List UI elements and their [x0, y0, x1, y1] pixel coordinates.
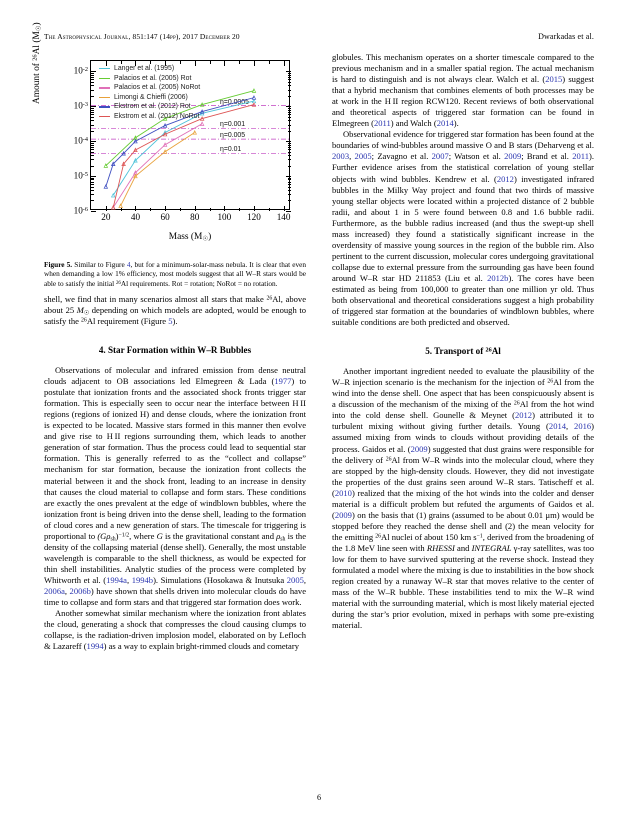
x-minor-tickmark — [180, 208, 181, 211]
y-minor-tickmark — [288, 145, 291, 146]
lp2link4[interactable]: 2005 — [286, 574, 304, 585]
right-paragraph-3: Another important ingredient needed to evaluate the plausibility of the W–R injection scenario is the mechanism for the injection of $^{26}$Al from the wind into the dense shell. One aspect that has been conspicuously absent is a discussion of the mechanism of the mixing of the $^{26}$Al from the hot wind into the cold dense shell. Gounelle & Meynet (2012) attributed it to turbulent mixing without giving further details. Young (2014, 2016) assumed mixing from winds to clouds without providing details of the process. Gaidos et al. (2009) suggested that dust grains were responsible for the delivery of $^{26}$Al from W–R winds into the molecular cloud, where they are stopped by the high-density clouds. However, they did not investigate the properties of the dust grains seen around W–R stars. Tatischeff et al. (2010) realized that the mixing of the hot winds into the colder and denser material is a difficult problem but refuted the arguments of Gaidos et al. (2009) on the basis that (1) grains (assumed to be about 0.01 μm) would be stopped before they reached the dense shell and (2) the mean velocity for the emitting $^{26}$Al nuclei of about 150 km $s^{-1}$, derived from the broadening of the 1.8 MeV line seen with RHESSI and INTEGRAL γ-ray satellites, was too low for them to have survived sputtering at the reverse shock. Instead they formulated a model where the mixing is due to instabilities in the bow shock region created by a runaway W–R star that moves relative to the center of mass of the W–R bubble. These instabilities tend to mix the W–R wind material with the surrounding material, which is most likely material ejected during the star’s prior evolution, mixed in perhaps with some pre-existing material. — [332, 366, 594, 631]
y-minor-tickmark — [91, 194, 94, 195]
figure-caption-text-1: Similar to Figure — [72, 260, 127, 269]
left-paragraph-2 — [44, 365, 306, 608]
y-minor-tickmark — [91, 178, 94, 179]
y-tick-label: $10^{-4}$ — [73, 135, 88, 146]
section-heading-5 — [332, 345, 594, 357]
rp3l6[interactable]: 2009 — [334, 509, 352, 520]
y-minor-tickmark — [288, 117, 291, 118]
lp2b: ) to postulate that ionization fronts and the associated shock fronts trigger star formation. This is especially seen to occur near the interface between H II regions (regions of ionized H) and dense clouds, where the ionization front is expected to be located. Massive stars formed in this manner then evolve and give rise to H II regions surrounding them, which leads to another generation of star formation. Thus the process could lead to sequential star formation. This is generally referred to as the “collect and collapse” mechanism for star formation, because the ionization front collects the material between it and the shock front, leading to an increase in density that causes the cloud material to collapse and form stars. These conditions are exactly the ones prevalent at the edge of windblown bubbles, where the ionization front is being driven into the dense shell, leading to the formation of cloud cores and a new generation of stars. The timescale for triggering is proportional to — [44, 376, 306, 541]
rp3j: Al nuclei of about 150 km s — [381, 531, 477, 542]
rp2d: ). The cores have been estimated as being from 100,000 to greater than one million yr old. Thus both observational and theoretical considerations suggest a high probability of triggered star formation at the boundaries of windblown bubbles, where suitable conditions are both predicted and observed. — [332, 272, 594, 328]
y-minor-tickmark — [91, 147, 94, 148]
lp2fr: ρ — [106, 530, 111, 541]
y-minor-tickmark — [91, 117, 94, 118]
right-paragraph-2: Observational evidence for triggered star formation has been found at the boundaries of wind-bubbles around massive O and B stars (Deharveng et al. 2003, 2005; Zavagno et al. 2007; Watson et al. 2009; Brand et al. 2011). Further evidence arises from the statistical correlation of young stellar objects with wind bubbles. Kendrew et al. (2012) investigated infrared bubbles in the Milky Way project and found that two thirds of massive young stellar objects were located within a projected distance of 2 bubble radii, and about 1 in 5 were found between 0.8 and 1.6 bubble radii. Furthermore, as the bubble radius increased (and thus the swept-up shell mass increased) they found a statistically significant increase in the overdensity of massive young sources in the region of the bubble rim. Also pertinent to the current discussion, molecular cores undergoing gravitational collapse due to external pressure from the surrounding gas have been found around W–R star HD 211853 (Liu et al. 2012b). The cores have been estimated as being from 100,000 to greater than one million yr old. Thus both observational and theoretical considerations suggest a high probability of triggered star formation at the boundaries of windblown bubbles, where suitable conditions are both predicted and observed. — [332, 129, 594, 328]
rp3l: and — [454, 542, 472, 553]
lp2comma3: , — [64, 585, 70, 596]
y-minor-tickmark — [288, 125, 291, 126]
y-minor-tickmark — [91, 82, 94, 83]
y-minor-tickmark — [288, 187, 291, 188]
rp3k: , derived from the broadening of the 1.8 MeV line seen with — [332, 531, 594, 553]
x-tick-label: 140 — [276, 212, 291, 222]
x-minor-tickmark — [121, 208, 122, 211]
y-minor-tickmark — [91, 120, 94, 121]
lp2link6[interactable]: 2006b — [69, 585, 91, 596]
rp2l3[interactable]: 2007 — [431, 151, 449, 162]
y-minor-tickmark — [288, 90, 291, 91]
x-tick-label: 40 — [130, 212, 141, 222]
x-tickmark — [165, 206, 166, 211]
lp2fe: −1/2 — [118, 532, 130, 539]
s5pre: 5. Transport of — [425, 346, 486, 357]
rp3s3: 26 — [385, 456, 392, 463]
legend-swatch — [99, 116, 110, 117]
y-minor-tickmark — [288, 96, 291, 97]
figure-caption-label: Figure 5. — [44, 260, 73, 269]
y-minor-tickmark — [91, 145, 94, 146]
lp2fo: ( — [97, 530, 101, 541]
threshold-label: η=0.005 — [220, 132, 246, 140]
rp2l1[interactable]: 2003 — [332, 151, 350, 162]
legend-label: Palacios et al. (2005) NoRot — [114, 84, 201, 92]
y-tickmark — [91, 211, 96, 212]
y-minor-tickmark — [288, 200, 291, 201]
y-minor-tickmark — [288, 190, 291, 191]
y-minor-tickmark — [288, 110, 291, 111]
rp3a: Another important ingredient needed to evaluate the plausibility of the W–R injection scenario is the mechanism for the injection of — [332, 366, 594, 388]
legend-item — [99, 102, 200, 112]
y-minor-tickmark — [288, 131, 291, 132]
figure-caption-text-3: Al requirements. Rot = rotation; NoRot = no rotation. — [120, 278, 278, 288]
rp1d: ). — [453, 118, 459, 129]
threshold-label: η=0.01 — [220, 146, 242, 154]
rp3f: ) suggested that dust grains were responsible for the delivery of — [332, 443, 594, 465]
y-minor-tickmark — [91, 96, 94, 97]
x-tick-label: 100 — [217, 212, 232, 222]
legend-swatch — [99, 97, 110, 98]
lp1link[interactable]: 5 — [168, 315, 173, 326]
y-tick-label: $10^{-6}$ — [73, 205, 88, 216]
lp1d: Al requirement (Figure — [86, 315, 169, 326]
lp2f: ). Simulations (Hosokawa & Inutsuka — [153, 574, 287, 585]
s5post: Al — [491, 346, 501, 357]
figure-caption-sup: 26 — [115, 280, 121, 286]
rp2l4[interactable]: 2009 — [504, 151, 522, 162]
rp1link3[interactable]: 2014 — [436, 118, 454, 129]
rp3s2: 26 — [513, 400, 520, 407]
rp3i2: INTEGRAL — [471, 542, 512, 553]
y-minor-tickmark — [91, 152, 94, 153]
rp1a: globules. This mechanism operates on a shorter timescale compared to the previous mechanism and in a smaller spatial region. The actual mechanism is hard to distinguish and is not always clear. Walch et al. ( — [332, 52, 594, 85]
rp2m2: ; Watson et al. — [448, 151, 505, 162]
lp2g2: G — [156, 530, 163, 541]
rp1link[interactable]: 2015 — [545, 74, 563, 85]
lp1i: M — [76, 304, 84, 315]
y-minor-tickmark — [288, 184, 291, 185]
x-minor-tickmark — [210, 208, 211, 211]
y-minor-tickmark — [288, 166, 291, 167]
rp2b: ). Further evidence arises from the statistical correlation of young stellar objects with wind bubbles. Kendrew et al. ( — [332, 151, 594, 184]
lp2s2: sh — [280, 536, 286, 542]
right-column — [332, 52, 594, 631]
lp3link[interactable]: 1994 — [86, 641, 104, 652]
y-minor-tickmark — [288, 85, 291, 86]
y-minor-tickmark — [91, 112, 94, 113]
x-minor-tickmark — [210, 61, 211, 64]
rp3m: γ-ray satellites, was too low for them to have survived sputtering at the reverse shock. Instead they formulated a model where the mixing is due to instabilities in the bow shock region created by a runaway W–R star that moves relative to the center of mass of the W–R bubble. These instabilities tend to mix the W–R wind material with the surrounding material, which is most likely material ejected during the star’s prior evolution, mixed in perhaps with some pre-existing material. — [332, 542, 594, 631]
running-head — [44, 32, 594, 41]
lp1sup2: 26 — [81, 317, 87, 324]
lp2e: is the density of the collapsing material (dense shell). Generally, the most unstable wavelength is comparable to the shell thickness, as would be expected for thin shell instabilities. Analytic studies of the process were completed by Whitworth et al. ( — [44, 530, 307, 585]
y-tickmark — [286, 211, 291, 212]
y-minor-tickmark — [288, 143, 291, 144]
x-tick-label: 60 — [160, 212, 170, 222]
y-minor-tickmark — [288, 112, 291, 113]
lp2c: , where — [129, 530, 157, 541]
rp3d: ) attributed it to turbulent mixing without giving further details. Young ( — [332, 410, 594, 432]
legend-label: Palacios et al. (2005) Rot — [114, 74, 192, 82]
rp3h: ) realized that the mixing of the hot winds into the colder and denser material is a difficult problem but refuted the arguments of Gaidos et al. ( — [332, 487, 594, 520]
x-tick-label: 80 — [190, 212, 200, 222]
legend-swatch — [99, 78, 110, 79]
legend-label: Limongi & Chieffi (2006) — [114, 93, 188, 101]
x-minor-tickmark — [269, 208, 270, 211]
x-tickmark — [224, 61, 225, 66]
y-minor-tickmark — [288, 82, 291, 83]
lp1sub: ☉ — [83, 310, 90, 317]
y-minor-tickmark — [91, 125, 94, 126]
rp3l3[interactable]: 2016 — [574, 421, 592, 432]
legend-swatch — [99, 106, 110, 107]
y-minor-tickmark — [91, 77, 94, 78]
rp1b: ) suggest that a hybrid mechanism that combines elements of both processes may be at work in the H II region RCW120. Recent reviews of both observational and theoretical aspects of triggered star formation can be found in Elmegreen ( — [332, 74, 594, 129]
y-minor-tickmark — [91, 190, 94, 191]
legend-label: Ekstrom et al. (2012) NoRot — [114, 112, 200, 120]
lp2link3[interactable]: 1994b — [131, 574, 154, 585]
y-minor-tickmark — [91, 159, 94, 160]
plot-axes — [73, 60, 291, 222]
rp2m1: ; Zavagno et al. — [371, 151, 432, 162]
lp1c: depending on which models are adopted, would be enough to satisfy the — [44, 304, 306, 326]
y-minor-tickmark — [91, 179, 94, 180]
legend-item — [99, 64, 200, 74]
y-minor-tickmark — [91, 79, 94, 80]
rp2c: ) investigated infrared bubbles in the Milky Way project and found that two thirds of massive young stellar objects were located within a projected distance of 2 bubble radii, and about 1 in 5 were found between 0.8 and 1.6 bubble radii. Furthermore, as the bubble radius increased (and thus the swept-up shell mass increased) they found a statistically significant increase in the overdensity of massive young sources in the region of the bubble rim. Also pertinent to the current discussion, molecular cores undergoing gravitational collapse due to external pressure from the surrounding gas have been found around W–R star HD 211853 (Liu et al. — [332, 173, 594, 283]
legend-item — [99, 112, 200, 122]
rp2l5[interactable]: 2011 — [572, 151, 589, 162]
lp2g: ) have shown that shells driven into molecular clouds do have time to collapse and form stars and that triggered star formation does work. — [44, 585, 306, 608]
series-line — [121, 133, 195, 206]
lp3a: Another somewhat similar mechanism where the ionization front ablates the cloud, generating a shock that compresses the cloud causing clumps to collapse, is the radiation-driven implosion model, elaborated on by Lefloch & Lazareff ( — [44, 608, 306, 652]
threshold-label: η=0.0005 — [220, 98, 249, 106]
y-minor-tickmark — [91, 73, 94, 74]
rp3s1: 26 — [547, 378, 554, 385]
lp2comma2: , — [303, 574, 306, 585]
lp2a: Observations of molecular and infrared emission from dense neutral clouds adjacent to OB associations led Elmegreen & Lada ( — [44, 365, 306, 387]
running-head-journal: The Astrophysical Journal, 851:147 (14pp), 2017 December 20 — [44, 32, 240, 41]
running-head-authors: Dwarkadas et al. — [538, 32, 594, 41]
rp2a: Observational evidence for triggered star formation has been found at the boundaries of wind-bubbles around massive O and B stars (Deharveng et al. — [332, 129, 594, 151]
rp1link2[interactable]: 2011 — [374, 118, 391, 129]
legend-swatch — [99, 68, 110, 69]
rp3l4[interactable]: 2009 — [410, 443, 428, 454]
y-tick-label: $10^{-5}$ — [73, 170, 88, 181]
lp2comma1: , — [126, 574, 132, 585]
y-minor-tickmark — [288, 179, 291, 180]
lp2fc: ) — [115, 530, 119, 541]
figure-caption-link[interactable]: 4 — [126, 260, 131, 269]
y-tick-label: $10^{-3}$ — [73, 100, 88, 111]
legend-item — [99, 93, 200, 103]
y-minor-tickmark — [91, 131, 94, 132]
rp3g: Al from W–R winds into the molecular cloud, where they are stopped by the high-density clouds. However, they did not investigate the properties of the dust grains seen around W–R stars. Tatischeff et al. ( — [332, 454, 594, 498]
x-tickmark — [135, 206, 136, 211]
y-minor-tickmark — [91, 155, 94, 156]
section-heading-4: 4. Star Formation within W–R Bubbles — [98, 345, 252, 356]
y-minor-tickmark — [91, 149, 94, 150]
x-tickmark — [224, 206, 225, 211]
rp3l2[interactable]: 2014 — [548, 421, 567, 432]
y-minor-tickmark — [91, 85, 94, 86]
x-tickmark — [254, 206, 255, 211]
rp1c: ) and Walch ( — [390, 118, 437, 129]
lp2fg: G — [100, 530, 107, 541]
rp2l7[interactable]: 2012b — [487, 272, 509, 283]
y-minor-tickmark — [288, 149, 291, 150]
y-tick-label: $10^{-2}$ — [73, 65, 88, 76]
threshold-label: η=0.001 — [220, 121, 246, 129]
y-minor-tickmark — [288, 182, 291, 183]
rp3l5[interactable]: 2010 — [334, 487, 352, 498]
series-marker — [119, 204, 122, 207]
s5sup: 26 — [485, 346, 492, 354]
lp1e: ). — [172, 315, 178, 326]
y-minor-tickmark — [91, 110, 94, 111]
rp2m3: ; Brand et al. — [521, 151, 573, 162]
lp1sup: 26 — [266, 295, 273, 302]
y-minor-tickmark — [288, 152, 291, 153]
rp3i1: RHESSI — [426, 542, 455, 553]
lp2r2: ρ — [276, 530, 281, 541]
legend-item — [99, 83, 200, 93]
right-paragraph-1 — [332, 52, 594, 129]
y-minor-tickmark — [91, 182, 94, 183]
y-minor-tickmark — [91, 184, 94, 185]
y-minor-tickmark — [91, 108, 94, 109]
series-marker — [200, 122, 203, 125]
y-minor-tickmark — [91, 90, 94, 91]
x-minor-tickmark — [239, 208, 240, 211]
left-paragraph-1 — [44, 294, 306, 327]
rp3b: Al from the wind into the dense shell. One aspect that has been conspicuously absent is a discussion of the mechanism of the mixing of the — [332, 377, 594, 410]
y-minor-tickmark — [288, 155, 291, 156]
x-tickmark — [195, 206, 196, 211]
y-minor-tickmark — [288, 147, 291, 148]
legend-swatch — [99, 87, 110, 88]
y-minor-tickmark — [91, 166, 94, 167]
x-tickmark — [284, 206, 285, 211]
left-paragraph-3 — [44, 608, 306, 652]
y-minor-tickmark — [288, 73, 291, 74]
y-minor-tickmark — [288, 159, 291, 160]
legend-item — [99, 74, 200, 84]
rp3e: ) assumed mixing from winds to clouds without providing details of the process. Gaidos et al. ( — [332, 421, 594, 454]
lp2link2[interactable]: 1994a — [106, 574, 127, 585]
rp3s4: 26 — [375, 533, 382, 540]
page-number: 6 — [316, 793, 322, 802]
y-minor-tickmark — [288, 77, 291, 78]
x-tickmark — [284, 61, 285, 66]
rp3exp: −1 — [476, 533, 483, 540]
lp2fs: sh — [110, 536, 116, 542]
y-minor-tickmark — [91, 114, 94, 115]
x-tickmark — [254, 61, 255, 66]
lp3b: ) as a way to explain bright-rimmed clouds and cometary — [103, 641, 299, 652]
y-minor-tickmark — [91, 187, 94, 188]
figure-caption-text-2: , but for a minimum-solar-mass nebula. It is clear that even when demanding a low 1% efficiency, most models suggest that all W–R stars would be able to satisfy the initial — [44, 260, 307, 288]
y-minor-tickmark — [288, 178, 291, 179]
legend-label: Langer et al. (1995) — [114, 65, 175, 72]
lp1a: shell, we find that in many scenarios almost all stars that make — [44, 293, 267, 304]
lp1b: Al, above about 25 — [44, 293, 306, 315]
x-minor-tickmark — [239, 61, 240, 64]
y-minor-tickmark — [288, 120, 291, 121]
rp3i: ) on the basis that (1) grains (assumed to be about 0.01 μm) would be stopped before they reached the dense shell and (2) the mean velocity for the emitting — [332, 509, 594, 542]
x-tick-label: 120 — [247, 212, 261, 222]
chart-legend — [99, 64, 200, 122]
rp3c: Al from the hot wind into the cold dense shell. Gounelle & Meynet ( — [332, 399, 594, 421]
x-tick-label: 20 — [101, 212, 111, 222]
y-minor-tickmark — [91, 75, 94, 76]
y-minor-tickmark — [288, 108, 291, 109]
lp2d: is the gravitational constant and — [162, 530, 277, 541]
y-minor-tickmark — [91, 143, 94, 144]
x-tickmark — [106, 206, 107, 211]
y-minor-tickmark — [288, 194, 291, 195]
figure-caption — [44, 260, 306, 288]
x-minor-tickmark — [269, 61, 270, 64]
legend-label: Ekstrom et al. (2012) Rot — [114, 103, 191, 111]
y-minor-tickmark — [288, 79, 291, 80]
y-axis-label: Amount of $^{26}$Al $(M_☉)$ — [31, 22, 43, 104]
x-minor-tickmark — [150, 208, 151, 211]
y-minor-tickmark — [288, 75, 291, 76]
rp2l2[interactable]: 2005 — [354, 151, 372, 162]
rp3l1[interactable]: 2012 — [514, 410, 533, 421]
y-minor-tickmark — [91, 200, 94, 201]
x-axis-label: Mass $(M_☉)$ — [168, 232, 212, 243]
y-minor-tickmark — [288, 114, 291, 115]
rp2l6[interactable]: 2012 — [496, 173, 514, 184]
lp2link[interactable]: 1977 — [274, 376, 292, 387]
lp2link5[interactable]: 2006a — [44, 585, 65, 596]
